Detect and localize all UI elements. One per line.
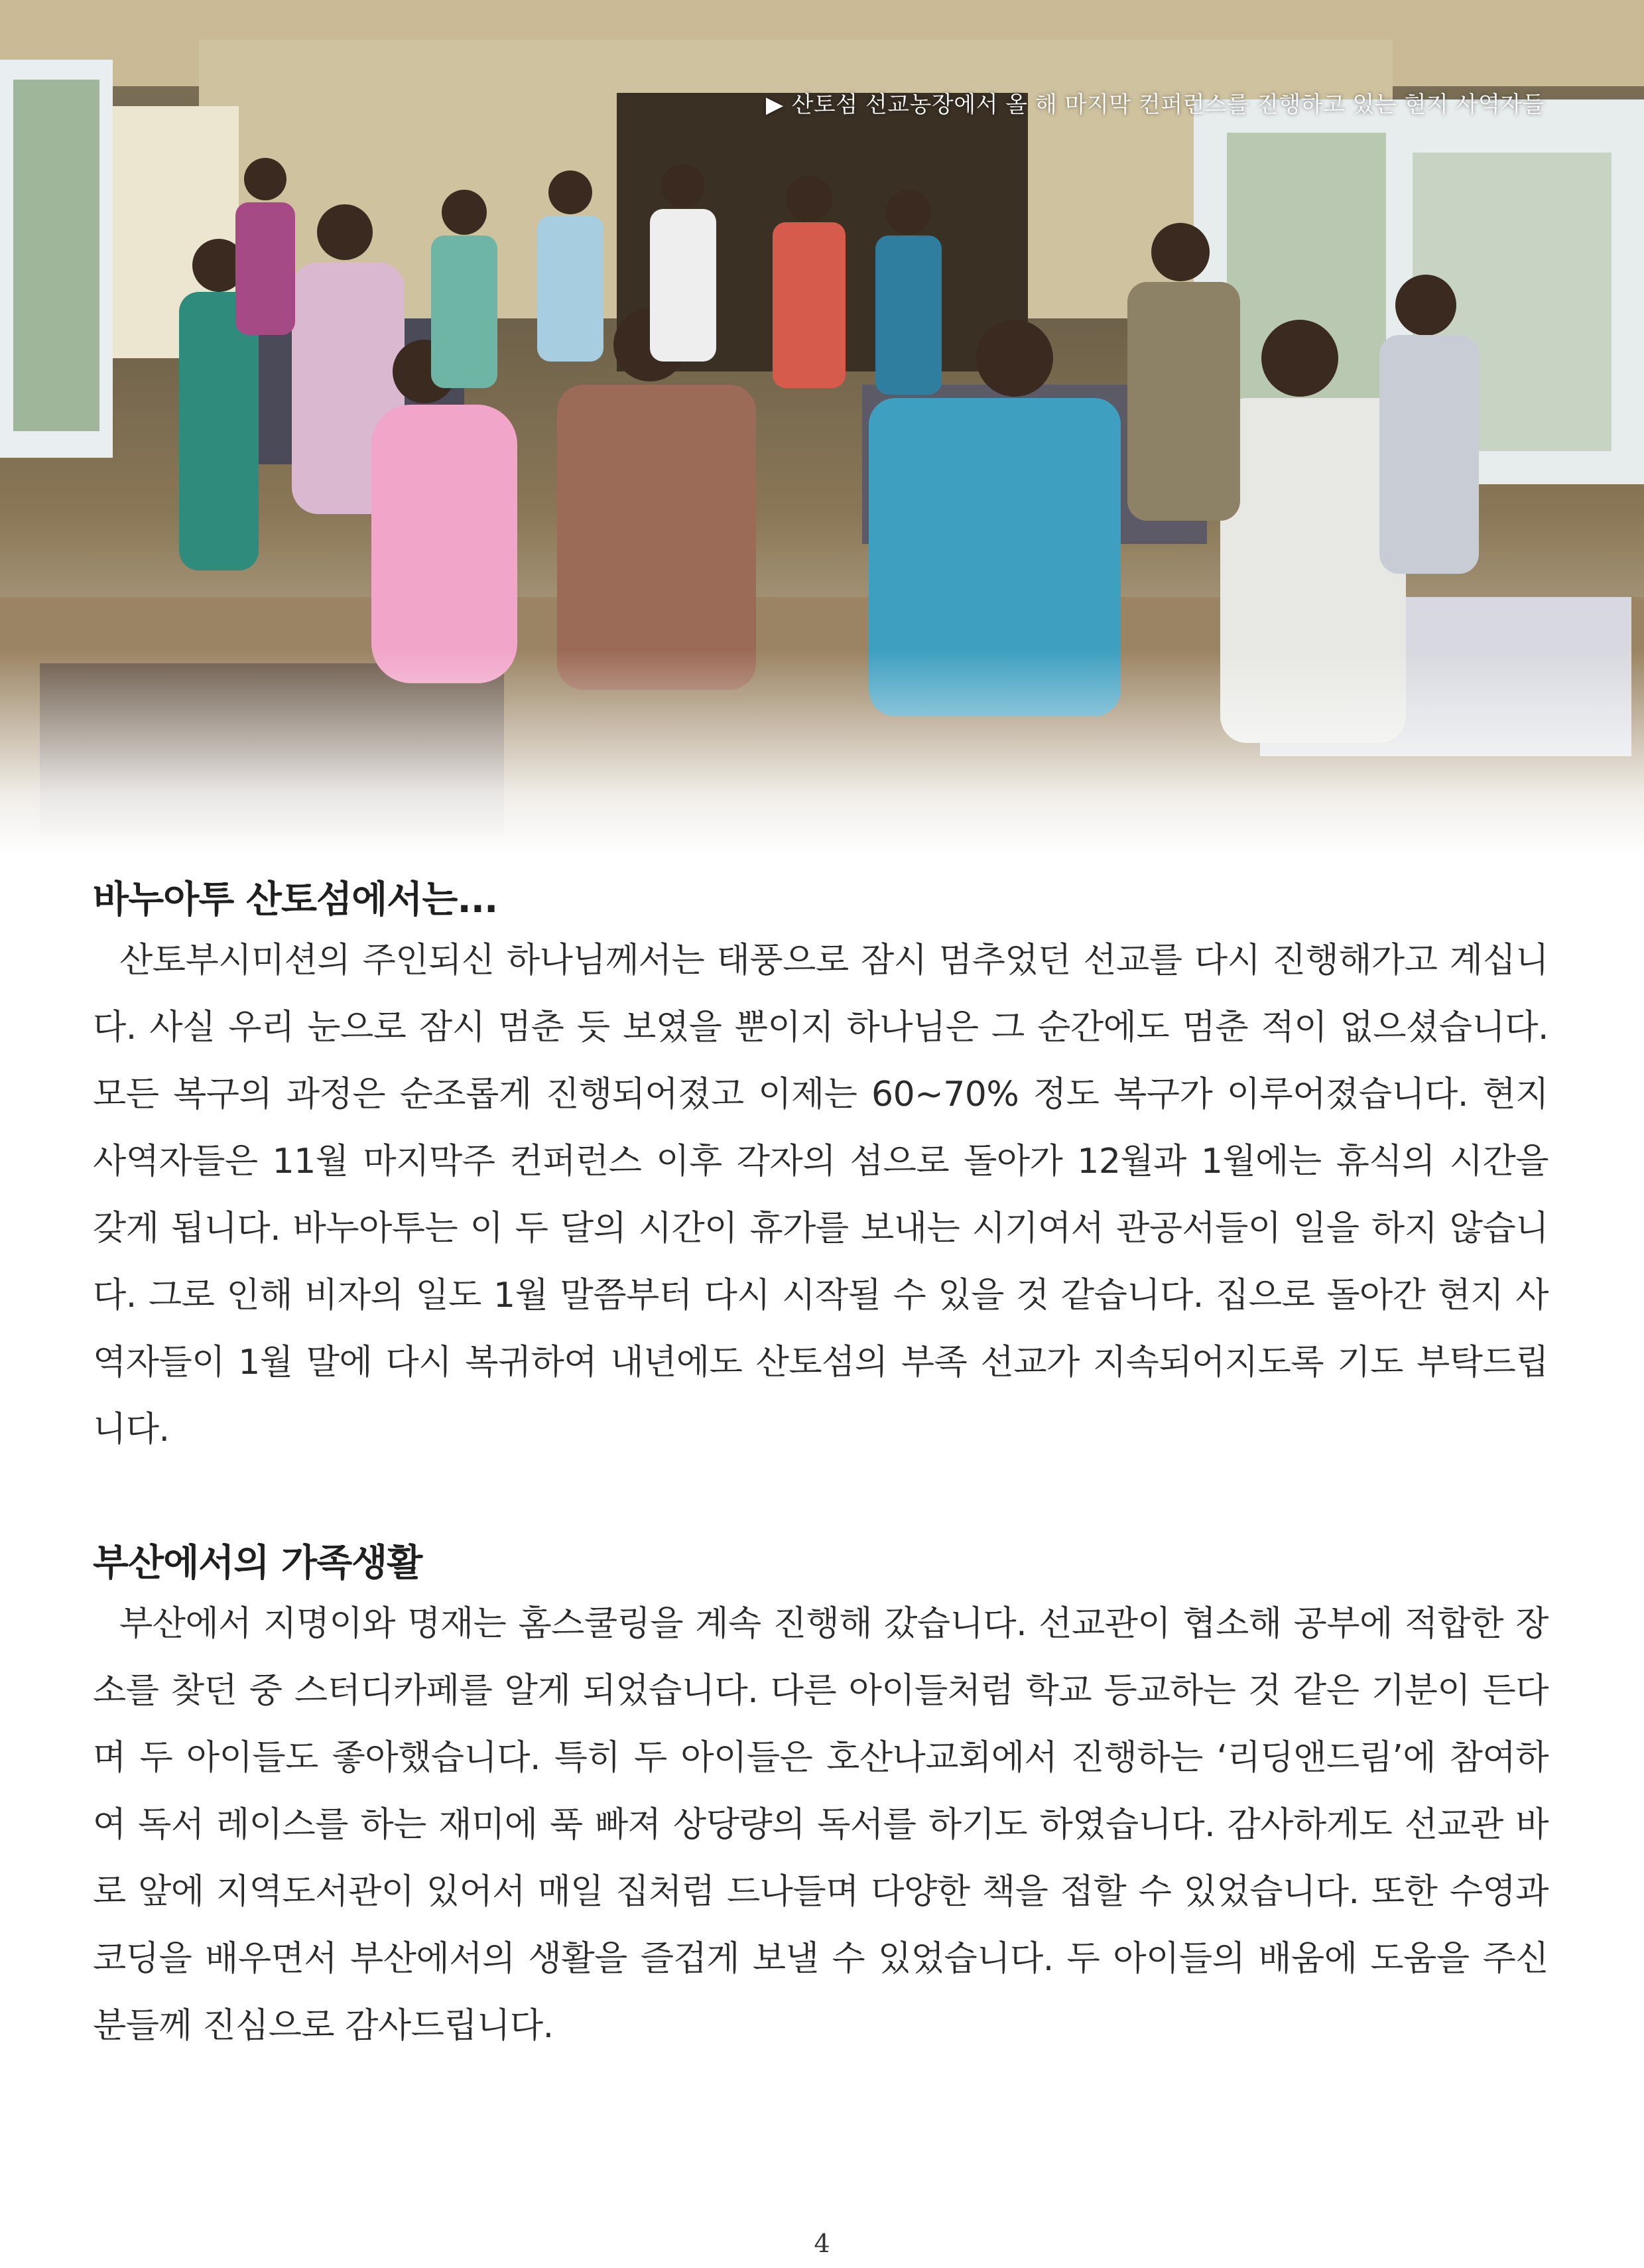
photo-caption	[766, 86, 1545, 119]
header-photo	[0, 0, 1644, 856]
section-busan-family	[93, 1534, 1549, 2060]
caption-marker-icon: ▶	[765, 92, 784, 118]
photo-bottom-fade	[0, 650, 1644, 856]
caption-text: 산토섬 선교농장에서 올 해 마지막 컨퍼런스를 진행하고 있는 현지 사역자들	[791, 92, 1545, 118]
section-body: 산토부시미션의 주인되신 하나님께서는 태풍으로 잠시 멈추었던 선교를 다시 진행해가고 계십니다. 사실 우리 눈으로 잠시 멈춘 듯 보였을 뿐이지 하나님은 그 순간에도 멈춘 적이 없으셨습니다. 모든 복구의 과정은 순조롭게 진행되어졌고 이제는 60~70% 정도 복구가 이루어졌습니다. 현지 사역자들은 11월 마지막주 컨퍼런스 이후 각자의 섬으로 돌아가 12월과 1월에는 휴식의 시간을 갖게 됩니다. 바누아투는 이 두 달의 시간이 휴가를 보내는 시기여서 관공서들이 일을 하지 않습니다. 그로 인해 비자의 일도 1월 말쯤부터 다시 시작될 수 있을 것 같습니다. 집으로 돌아간 현지 사역자들이 1월 말에 다시 복귀하여 내년에도 산토섬의 부족 선교가 지속되어지도록 기도 부탁드립니다.	[93, 941, 1549, 1449]
section-vanuatu	[93, 870, 1549, 1463]
section-heading: 부산에서의 가족생활	[93, 1542, 422, 1585]
page-number: 4	[814, 2229, 830, 2258]
section-heading: 바누아투 산토섬에서는...	[93, 878, 498, 921]
section-body: 부산에서 지명이와 명재는 홈스쿨링을 계속 진행해 갔습니다. 선교관이 협소해 공부에 적합한 장소를 찾던 중 스터디카페를 알게 되었습니다. 다른 아이들처럼 학교 등교하는 것 같은 기분이 든다며 두 아이들도 좋아했습니다. 특히 두 아이들은 호산나교회에서 진행하는 ‘리딩앤드림’에 참여하여 독서 레이스를 하는 재미에 푹 빠져 상당량의 독서를 하기도 하였습니다. 감사하게도 선교관 바로 앞에 지역도서관이 있어서 매일 집처럼 드나들며 다양한 책을 접할 수 있었습니다. 또한 수영과 코딩을 배우면서 부산에서의 생활을 즐겁게 보낼 수 있었습니다. 두 아이들의 배움에 도움을 주신 분들께 진심으로 감사드립니다.	[93, 1604, 1549, 2046]
